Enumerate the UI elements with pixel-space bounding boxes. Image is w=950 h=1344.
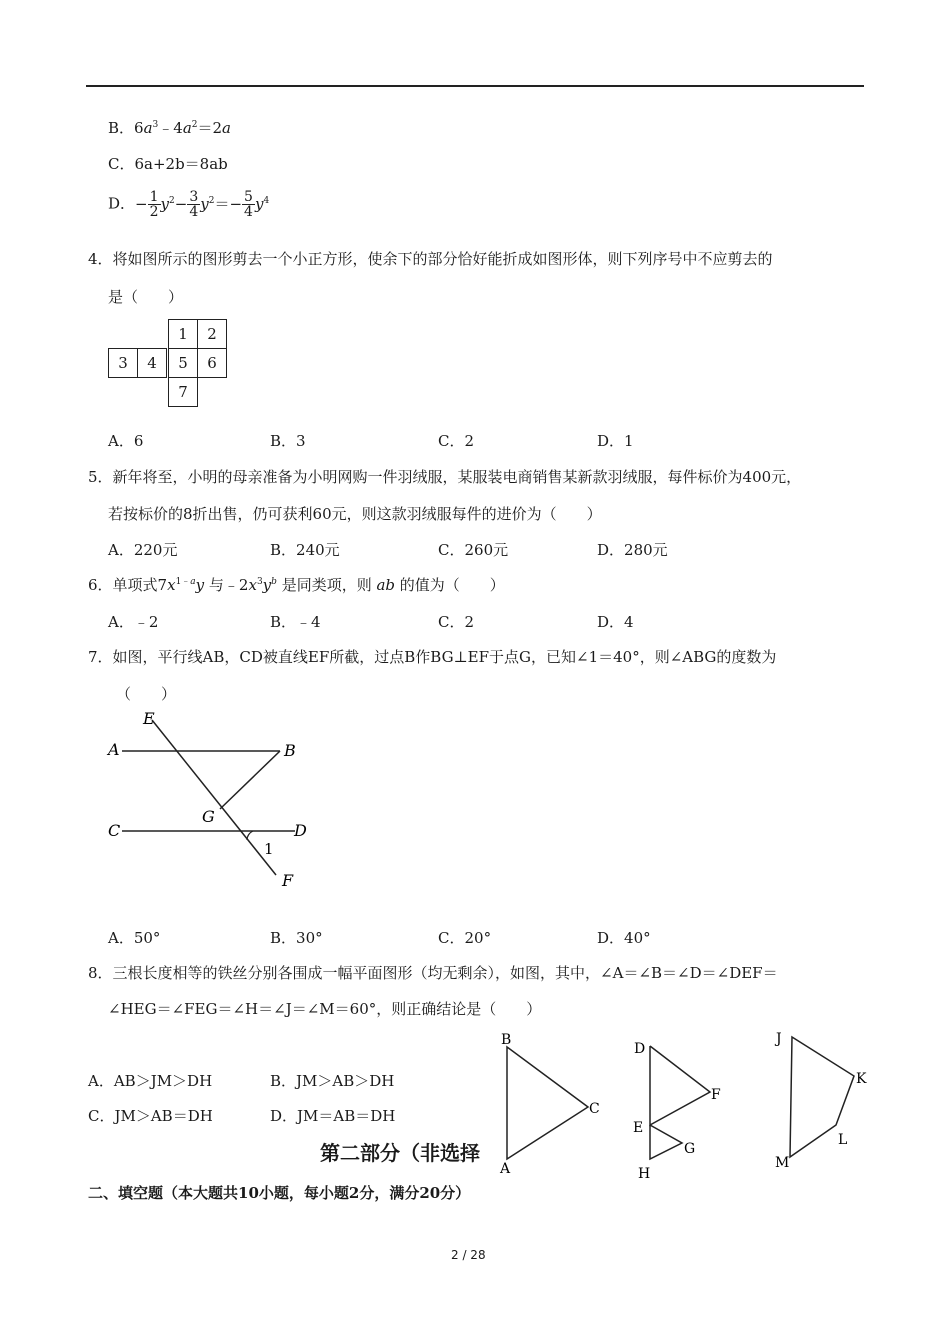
net-cell-3: 3 <box>108 348 138 378</box>
q8-option-b: B．JM＞AB＞DH <box>270 1072 395 1090</box>
label-m: M <box>775 1155 790 1171</box>
q8-stem-line2: ∠HEG＝∠FEG＝∠H＝∠J＝∠M＝60°，则正确结论是（ ） <box>108 1000 542 1018</box>
q6-option-c: C．2 <box>438 613 475 631</box>
net-cell-6: 6 <box>197 348 227 378</box>
q7-option-a: A．50° <box>108 929 161 947</box>
label-g: G <box>202 807 215 826</box>
net-cell-4: 4 <box>137 348 167 378</box>
q5-option-a: A．220元 <box>108 541 178 559</box>
label-b: B <box>284 741 296 760</box>
label-f: F <box>282 871 294 890</box>
q3-option-b: B．$6a^3﹣4a^2=2a$ <box>108 119 231 137</box>
q7-stem-line1: 7．如图，平行线AB，CD被直线EF所截，过点B作BG⊥EF于点G，已知∠1＝40°，则∠ABG的度数为 <box>88 648 777 666</box>
page-number: 2 / 28 <box>451 1248 486 1262</box>
q7-parallel-lines-figure <box>100 705 330 895</box>
q7-stem-line2: （ ） <box>116 685 177 703</box>
net-cell-1: 1 <box>168 319 198 349</box>
q4-stem-line1: 4．将如图所示的图形剪去一个小正方形，使余下的部分恰好能折成如图形体，则下列序号中不应剪去的 <box>88 250 773 268</box>
q8-wire-shapes-figure <box>490 1025 880 1185</box>
q6-expr: $7x^{1﹣a}y$ 与$﹣2x^3y^b$ 是同类项，则 ab <box>157 576 396 594</box>
label-angle-1: 1 <box>264 840 274 858</box>
q4-option-a: A．6 <box>108 432 144 450</box>
header-rule <box>86 85 864 87</box>
label-d: D <box>634 1041 646 1057</box>
q6-option-b: B．﹣4 <box>270 613 321 631</box>
q8-stem-line1: 8．三根长度相等的铁丝分别各围成一幅平面图形（均无剩余），如图，其中，∠A＝∠B＝∠D＝∠DEF＝ <box>88 964 778 982</box>
q3-option-d-expr: − $\frac{1}{2}$ $y^2-$ $\frac{3}{4}$ $y^2=-$ $\frac{5}{4}$ $y^4$ <box>135 189 270 220</box>
q5-stem-line2: 若按标价的8折出售，仍可获利60元，则这款羽绒服每件的进价为（ ） <box>108 505 602 523</box>
net-cell-7: 7 <box>168 377 198 407</box>
label-h: H <box>638 1166 651 1182</box>
q8-option-d: D．JM＝AB＝DH <box>270 1107 396 1125</box>
q7-option-b: B．30° <box>270 929 323 947</box>
q8-option-c: C．JM＞AB＝DH <box>88 1107 213 1125</box>
label-e: E <box>633 1120 644 1136</box>
label-e: E <box>143 709 155 728</box>
label-c: C <box>589 1101 600 1117</box>
q3-option-d: D．− $\frac{1}{2}$ $y^2-$ $\frac{3}{4}$ $y^2=-$ $\frac{5}{4}$ $y^4$ <box>108 189 270 220</box>
q4-stem-line2: 是（ ） <box>108 288 184 306</box>
q5-option-c: C．260元 <box>438 541 509 559</box>
q4-net-figure <box>108 319 233 414</box>
label-f: F <box>711 1087 721 1103</box>
label-k: K <box>856 1071 867 1087</box>
q5-option-b: B．240元 <box>270 541 340 559</box>
q7-option-c: C．20° <box>438 929 492 947</box>
label-b: B <box>501 1032 512 1048</box>
q5-stem-line1: 5．新年将至，小明的母亲准备为小明网购一件羽绒服，某服装电商销售某新款羽绒服，每件标价为400元， <box>88 468 802 486</box>
q6-option-a: A．﹣2 <box>108 613 159 631</box>
label-g: G <box>684 1141 696 1157</box>
q4-option-c: C．2 <box>438 432 475 450</box>
label-l: L <box>838 1132 848 1148</box>
net-cell-2: 2 <box>197 319 227 349</box>
q7-option-d: D．40° <box>597 929 651 947</box>
q4-option-b: B．3 <box>270 432 306 450</box>
net-cell-5: 5 <box>168 348 198 378</box>
label-a: A <box>500 1161 511 1177</box>
q3-option-c: C．6a+2b＝8ab <box>108 155 228 173</box>
fill-in-section-heading: 二、填空题（本大题共10小题，每小题2分，满分20分） <box>88 1184 471 1202</box>
label-d: D <box>294 821 307 840</box>
q8-option-a: A．AB＞JM＞DH <box>88 1072 213 1090</box>
q5-option-d: D．280元 <box>597 541 668 559</box>
q6-stem: 6．单项式$7x^{1﹣a}y$ 与$﹣2x^3y^b$ 是同类项，则 ab 的值为（ ） <box>88 576 505 594</box>
part-two-title: 第二部分（非选择 <box>320 1141 480 1165</box>
label-j: J <box>776 1031 782 1047</box>
q4-option-d: D．1 <box>597 432 634 450</box>
q6-option-d: D．4 <box>597 613 634 631</box>
q3-option-b-expr: $6a^3﹣4a^2=2a$ <box>134 119 231 137</box>
label-a: A <box>108 740 120 759</box>
label-c: C <box>108 821 121 840</box>
